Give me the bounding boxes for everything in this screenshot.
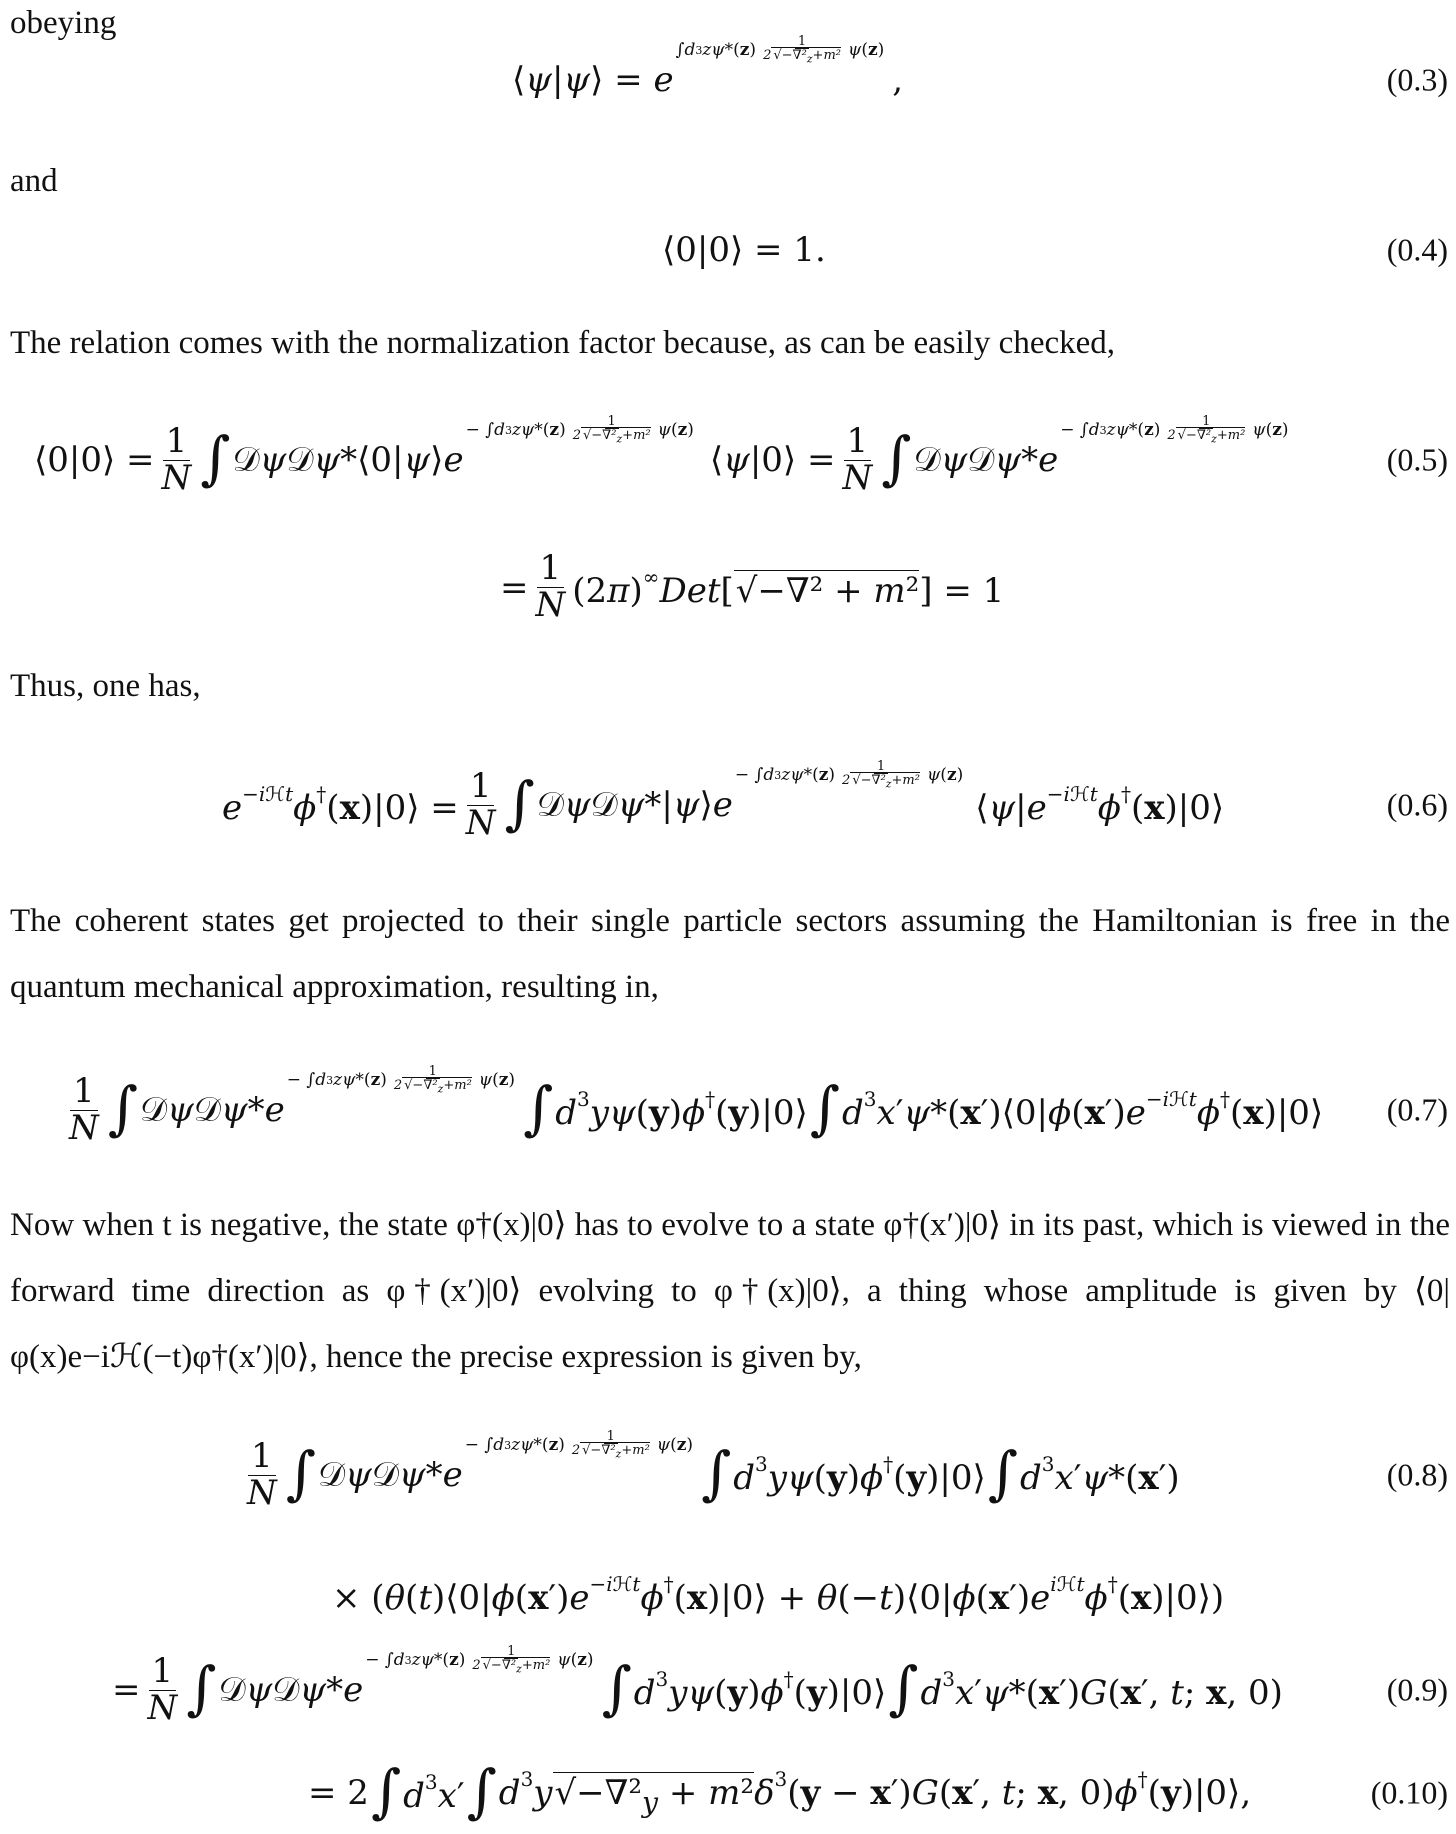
equation-0-9-body: = $\frac{1}{N}$ ∫ 𝒟ψ𝒟ψ*e − ∫ d 3 zψ *( z ) $\frac{1}{2 √-\nabla^2_z+m^2}$ ψ ( z ) ∫ $d^3y\psi(y)\phi^\dagger(y)|0⟩$ ∫ $d^3x'\psi*(x')G(x'$, t; x, 0) <box>112 1643 1283 1728</box>
equation-number: (0.8) <box>1386 1456 1448 1493</box>
equation-number: (0.10) <box>1370 1774 1448 1811</box>
equation-0-6-body: $e^{-iℋt}\phi^\dagger(x)|0⟩$ = $\frac{1}{N}$ ∫ 𝒟ψ𝒟ψ*|ψ⟩e − ∫ d 3 zψ *( z ) $\frac{1}{2 √-\nabla^2_z+m^2}$ ψ ( z ) $⟨\psi|e^{-iℋt}\phi^\dagger(x)|0⟩$ <box>222 758 1225 843</box>
equation-number: (0.3) <box>1386 61 1448 98</box>
equation-0-5-continued <box>0 545 1456 630</box>
equation-0-7 <box>0 1060 1456 1160</box>
equation-number: (0.7) <box>1386 1091 1448 1128</box>
paragraph-thus: Thus, one has, <box>10 668 201 704</box>
equation-number: (0.9) <box>1386 1671 1448 1708</box>
equation-0-8 <box>0 1425 1456 1525</box>
paragraph-and: and <box>10 163 58 199</box>
equation-number: (0.6) <box>1386 786 1448 823</box>
paragraph-coherent-states: The coherent states get projected to their single particle sectors assuming the Hamiltonian is free in the quantum mechanical approximation, resulting in, <box>10 903 1450 1005</box>
equation-0-9 <box>0 1640 1456 1740</box>
equation-0-8-continued <box>0 1565 1456 1625</box>
paragraph-obeying: obeying <box>10 5 117 41</box>
equation-0-8-body: $\frac{1}{N}$ ∫ 𝒟ψ𝒟ψ*e − ∫ d 3 zψ *( z ) $\frac{1}{2 √-\nabla^2_z+m^2}$ ψ ( z ) ∫ $d^3y\psi(y)\phi^\dagger(y)|0⟩$ ∫ $d^3x'\psi*(x')$ <box>247 1428 1180 1513</box>
paragraph-negative-time: Now when t is negative, the state φ†(x)|0⟩ has to evolve to a state φ†(x′)|0⟩ in its past, which is viewed in the forward time direction as φ†(x′)|0⟩ evolving to φ†(x)|0⟩, a thing whose amplitude is given by ⟨0|φ(x)e−iℋ(−t)φ†(x′)|0⟩, hence the precise expression is given by, <box>10 1207 1450 1375</box>
equation-0-5-body: ⟨0|0⟩ = $\frac{1}{N}$ ∫ 𝒟ψ𝒟ψ*⟨0|ψ⟩e − ∫ d 3 zψ *( z ) $\frac{1}{2 √-\nabla^2_z+m^2}$ ψ ( z ) ⟨ψ|0⟩ = $\frac{1}{N}$ ∫ 𝒟ψ𝒟ψ*e − ∫ d 3 zψ *( z ) $\frac{1}{2 √-\nabla^2_z+m^2}$ ψ ( z ) <box>34 413 1289 498</box>
equation-number: (0.5) <box>1386 441 1448 478</box>
equation-0-3-body: ⟨ψ|ψ⟩ = e ∫ d 3 zψ *( z ) $\frac{1}{2 √-\nabla^2_z+m^2}$ ψ ( z ) , <box>512 33 904 100</box>
equation-0-8-continued-body: × ($\theta(t)⟨0|\phi(x')e^{-iℋt}\phi^\dagger(x)|0⟩$ + $\theta(-t)⟨0|\phi(x')e^{iℋt}\phi^\dagger(x)|0⟩$) <box>332 1572 1225 1618</box>
equation-0-4 <box>0 220 1456 280</box>
equation-0-10 <box>0 1755 1456 1831</box>
equation-0-4-body: ⟨0|0⟩ = 1. <box>662 230 826 270</box>
equation-0-3 <box>0 30 1456 130</box>
equation-0-5-continued-body: = $\frac{1}{N}$ (2π)∞Det[√−∇² + m²] = 1 <box>500 548 1005 625</box>
equation-0-7-body: $\frac{1}{N}$ ∫ 𝒟ψ𝒟ψ*e − ∫ d 3 zψ *( z ) $\frac{1}{2 √-\nabla^2_z+m^2}$ ψ ( z ) ∫ $d^3y\psi(y)\phi^\dagger(y)|0⟩$ ∫ $d^3x'\psi*(x')⟨0|\phi(x')e^{-iℋt}\phi^\dagger(x)|0⟩$ <box>69 1063 1324 1148</box>
equation-0-5 <box>0 410 1456 510</box>
equation-0-6 <box>0 755 1456 855</box>
paragraph-relation: The relation comes with the normalization factor because, as can be easily checked, <box>10 325 1116 361</box>
equation-number: (0.4) <box>1386 231 1448 268</box>
equation-0-10-body: = 2 ∫ $d^3x'$ ∫ $d^3y√-\nabla^2_y + m^2\delta^3(y - x')G(x'$, t; x, 0)ϕ†(y)|0⟩, <box>308 1757 1252 1825</box>
